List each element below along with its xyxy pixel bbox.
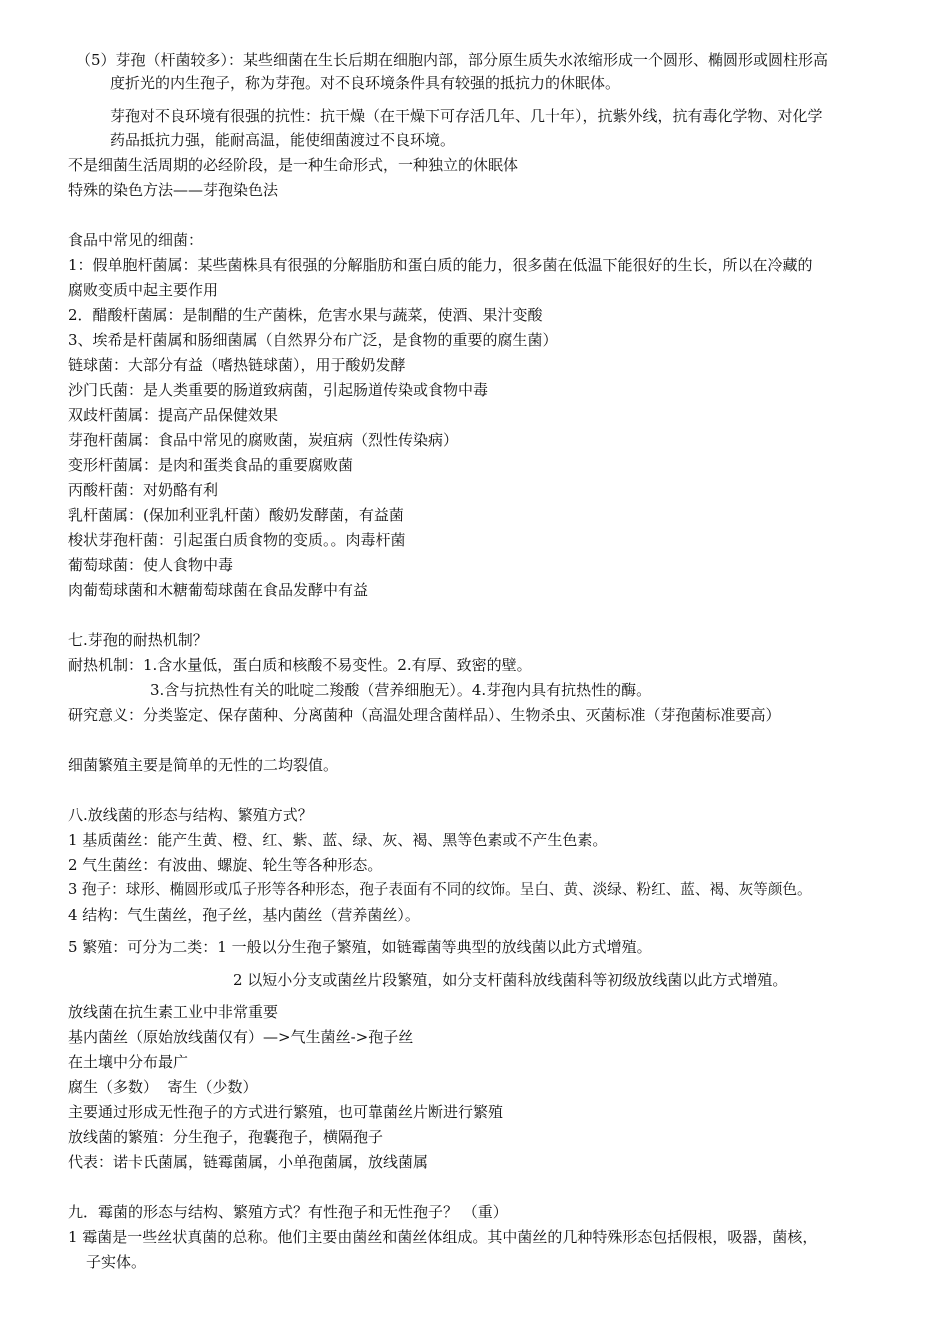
text-line: 3 孢子：球形、椭圆形或瓜子形等各种形态，孢子表面有不同的纹饰。呈白、黄、淡绿、粉红、蓝、褐、灰等颜色。 [68,881,812,898]
text-line: 基内菌丝（原始放线菌仅有）—>气生菌丝->孢子丝 [68,1028,414,1046]
section-heading: 九．霉菌的形态与结构、繁殖方式？有性孢子和无性孢子？ （重） [68,1203,508,1221]
text-line: 乳杆菌属：(保加利亚乳杆菌）酸奶发酵菌，有益菌 [68,506,404,524]
text-line: 主要通过形成无性孢子的方式进行繁殖，也可靠菌丝片断进行繁殖 [68,1103,504,1121]
text-line: 3、埃希是杆菌属和肠细菌属（自然界分布广泛，是食物的重要的腐生菌） [68,331,558,349]
text-line: 子实体。 [86,1253,147,1271]
section-heading: 七.芽孢的耐热机制？ [68,631,208,649]
text-line: 细菌繁殖主要是简单的无性的二均裂值。 [68,756,339,774]
text-line: 2 以短小分支或菌丝片段繁殖，如分支杆菌科放线菌科等初级放线菌以此方式增殖。 [233,971,788,989]
text-line: 芽孢杆菌属：食品中常见的腐败菌，炭疽病（烈性传染病） [68,431,459,449]
text-line: 腐败变质中起主要作用 [68,281,219,299]
text-line: 放线菌的繁殖：分生孢子，孢囊孢子，横隔孢子 [68,1128,384,1146]
text-line: 1 基质菌丝：能产生黄、橙、红、紫、蓝、绿、灰、褐、黑等色素或不产生色素。 [68,831,608,849]
text-line: （5）芽孢（杆菌较多）：某些细菌在生长后期在细胞内部，部分原生质失水浓缩形成一个圆形、椭圆形或圆柱形高 [76,51,829,69]
text-line: 2 气生菌丝：有波曲、螺旋、轮生等各种形态。 [68,856,383,874]
text-line: 肉葡萄球菌和木糖葡萄球菌在食品发酵中有益 [68,581,369,599]
text-line: 双歧杆菌属：提高产品保健效果 [68,406,279,424]
text-line: 3.含与抗热性有关的吡啶二羧酸（营养细胞无）。4.芽孢内具有抗热性的酶。 [150,681,652,699]
text-line: 沙门氏菌：是人类重要的肠道致病菌，引起肠道传染或食物中毒 [68,381,489,399]
text-line: 2．醋酸杆菌属：是制醋的生产菌株，危害水果与蔬菜，使酒、果汁变酸 [68,306,543,324]
text-line: 4 结构：气生菌丝，孢子丝，基内菌丝（营养菌丝）。 [68,906,420,924]
text-line: 腐生（多数） 寄生（少数） [68,1078,258,1096]
text-line: 1：假单胞杆菌属：某些菌株具有很强的分解脂肪和蛋白质的能力，很多菌在低温下能很好的生长，所以在冷藏的 [68,256,813,274]
text-line: 丙酸杆菌：对奶酪有利 [68,481,219,499]
text-line: 5 繁殖：可分为二类：1 一般以分生孢子繁殖，如链霉菌等典型的放线菌以此方式增殖。 [68,938,652,956]
text-line: 芽孢对不良环境有很强的抗性：抗干燥（在干燥下可存活几年、几十年），抗紫外线，抗有毒化学物、对化学 [110,107,823,125]
text-line: 度折光的内生孢子，称为芽孢。对不良环境条件具有较强的抵抗力的休眠体。 [110,74,621,92]
text-line: 研究意义：分类鉴定、保存菌种、分离菌种（高温处理含菌样品）、生物杀虫、灭菌标准（芽孢菌标准要高） [68,706,781,724]
text-line: 药品抵抗力强，能耐高温，能使细菌渡过不良环境。 [110,131,456,149]
text-line: 代表：诺卡氏菌属，链霉菌属，小单孢菌属，放线菌属 [68,1153,429,1171]
text-line: 耐热机制：1.含水量低，蛋白质和核酸不易变性。2.有厚、致密的壁。 [68,656,532,674]
text-line: 变形杆菌属：是肉和蛋类食品的重要腐败菌 [68,456,354,474]
section-heading: 食品中常见的细菌： [68,231,204,249]
text-line: 1 霉菌是一些丝状真菌的总称。他们主要由菌丝和菌丝体组成。其中菌丝的几种特殊形态包括假根，吸器，菌核， [68,1228,818,1246]
text-line: 葡萄球菌：使人食物中毒 [68,556,234,574]
section-heading: 八.放线菌的形态与结构、繁殖方式？ [68,806,313,824]
text-line: 放线菌在抗生素工业中非常重要 [68,1003,279,1021]
text-line: 不是细菌生活周期的必经阶段，是一种生命形式，一种独立的休眠体 [68,156,519,174]
text-line: 特殊的染色方法——芽孢染色法 [68,181,279,199]
text-line: 梭状芽孢杆菌：引起蛋白质食物的变质。。肉毒杆菌 [68,531,406,549]
text-line: 链球菌：大部分有益（嗜热链球菌），用于酸奶发酵 [68,356,406,374]
text-line: 在土壤中分布最广 [68,1053,189,1071]
